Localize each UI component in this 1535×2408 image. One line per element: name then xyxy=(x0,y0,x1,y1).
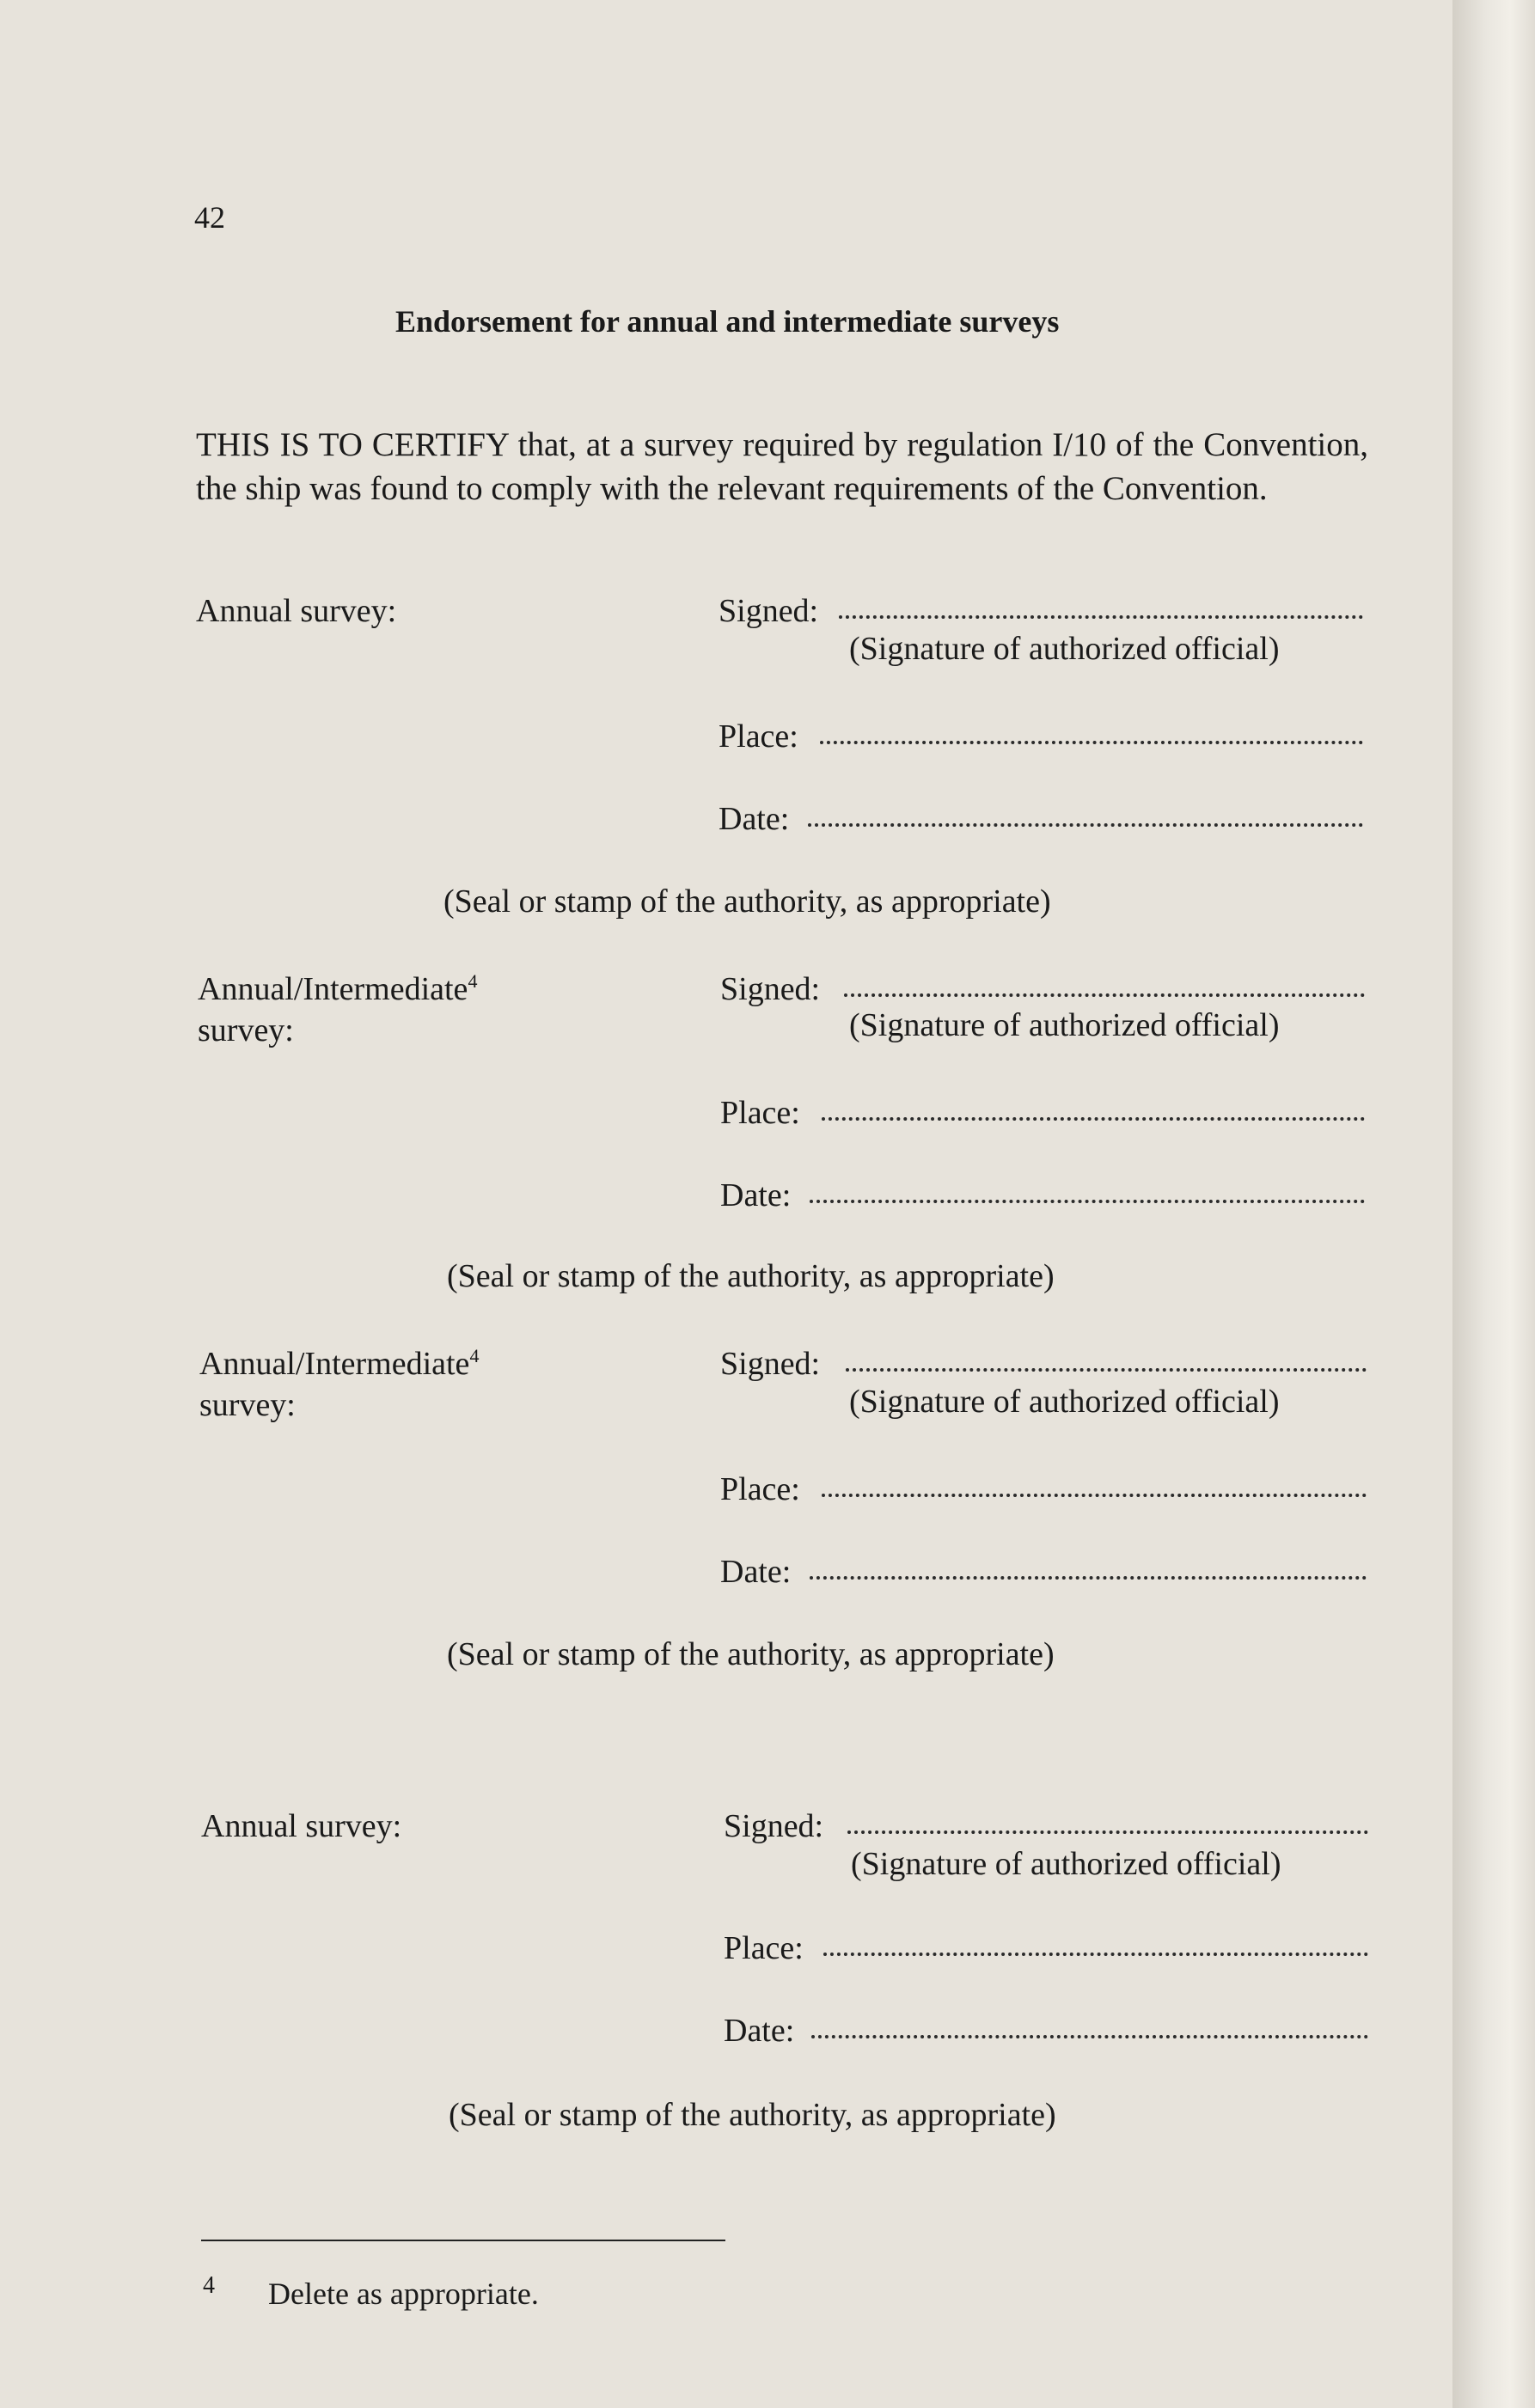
signature-caption: (Signature of authorized official) xyxy=(849,631,1280,667)
date-label: Date: xyxy=(724,2013,795,2049)
date-field[interactable] xyxy=(810,1200,1365,1203)
place-label: Place: xyxy=(719,718,798,755)
seal-caption: (Seal or stamp of the authority, as appropriate) xyxy=(447,1636,1055,1672)
survey-type-label: Annual/Intermediate$^4$ xyxy=(198,970,478,1007)
place-field[interactable] xyxy=(822,1494,1367,1497)
date-field[interactable] xyxy=(810,1576,1367,1580)
survey-type-label: Annual survey: xyxy=(201,1808,402,1844)
signature-caption: (Signature of authorized official) xyxy=(849,1007,1280,1043)
place-field[interactable] xyxy=(823,1953,1368,1956)
seal-caption: (Seal or stamp of the authority, as appropriate) xyxy=(443,883,1051,920)
footnote-reference: 4 xyxy=(469,1345,480,1366)
survey-type-label: Annual survey: xyxy=(196,593,397,629)
date-field[interactable] xyxy=(811,2035,1368,2038)
signature-caption: (Signature of authorized official) xyxy=(851,1846,1281,1882)
place-label: Place: xyxy=(720,1471,800,1507)
certification-paragraph: THIS IS TO CERTIFY that, at a survey required by regulation I/10 of the Convention, the ship was found to comply with the relevant requirements of the Convention. xyxy=(196,426,1368,507)
place-field[interactable] xyxy=(822,1117,1365,1121)
signed-label: Signed: xyxy=(719,593,819,629)
page-title: Endorsement for annual and intermediate surveys xyxy=(395,304,1060,339)
footnote-reference: 4 xyxy=(468,970,478,992)
date-label: Date: xyxy=(720,1554,792,1590)
signature-field[interactable] xyxy=(839,615,1363,619)
survey-type-label: Annual/Intermediate$^4$ xyxy=(199,1345,480,1382)
place-label: Place: xyxy=(724,1930,804,1966)
survey-type-label-cont: survey: xyxy=(199,1387,296,1423)
signed-label: Signed: xyxy=(724,1808,824,1844)
survey-type-label-cont: survey: xyxy=(198,1012,294,1048)
place-field[interactable] xyxy=(820,741,1363,744)
signature-field[interactable] xyxy=(846,1368,1367,1372)
date-label: Date: xyxy=(719,801,790,837)
book-spine-edge xyxy=(1452,0,1535,2408)
date-label: Date: xyxy=(720,1177,792,1213)
signed-label: Signed: xyxy=(720,971,821,1007)
signed-label: Signed: xyxy=(720,1346,821,1382)
signature-field[interactable] xyxy=(844,993,1365,997)
place-label: Place: xyxy=(720,1095,800,1131)
signature-field[interactable] xyxy=(847,1830,1368,1834)
signature-caption: (Signature of authorized official) xyxy=(849,1384,1280,1420)
seal-caption: (Seal or stamp of the authority, as appropriate) xyxy=(449,2097,1056,2133)
footnote-text: Delete as appropriate. xyxy=(268,2277,539,2311)
date-field[interactable] xyxy=(808,823,1363,827)
seal-caption: (Seal or stamp of the authority, as appropriate) xyxy=(447,1258,1055,1294)
page-number: 42 xyxy=(194,200,225,235)
footnote-marker: 4 xyxy=(203,2272,215,2299)
footnote-divider xyxy=(201,2240,725,2241)
